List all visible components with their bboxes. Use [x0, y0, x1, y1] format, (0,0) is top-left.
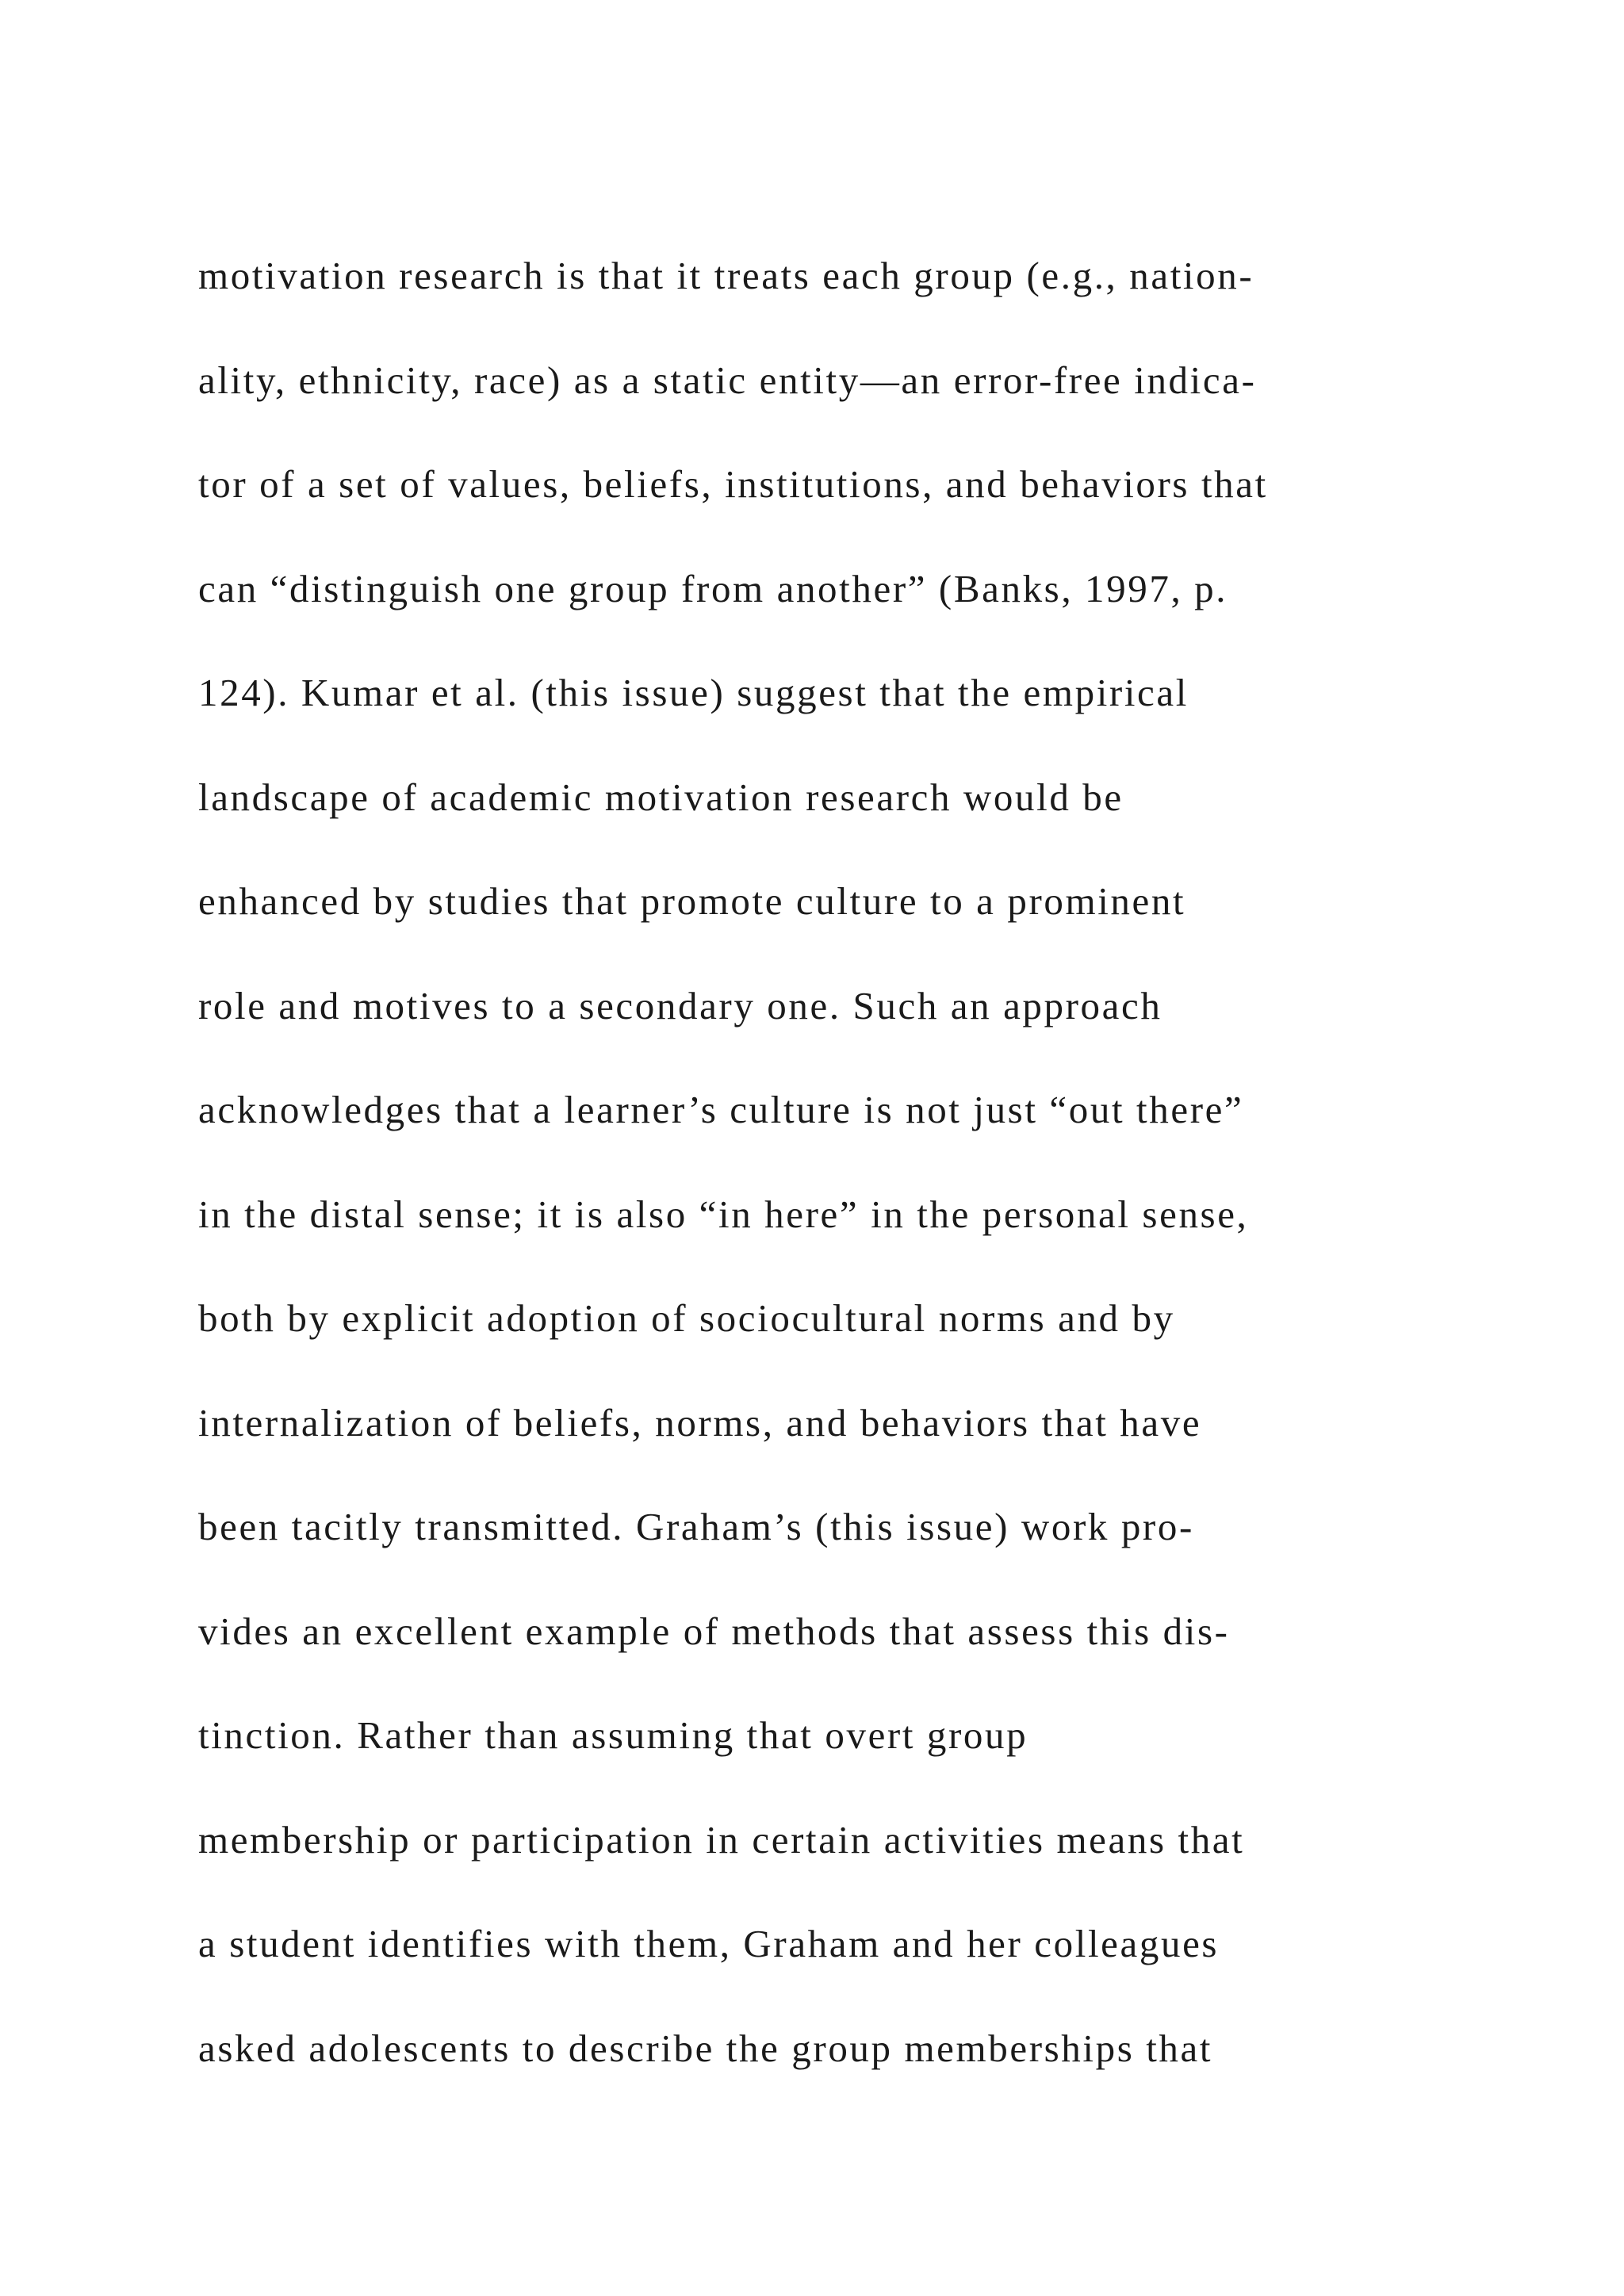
- text-line: in the distal sense; it is also “in here” in the personal sense,: [198, 1192, 1249, 1236]
- text-line: been tacitly transmitted. Graham’s (this issue) work pro-: [198, 1505, 1194, 1548]
- text-line: tor of a set of values, beliefs, institutions, and behaviors that: [198, 462, 1268, 506]
- text-line: enhanced by studies that promote culture to a prominent: [198, 879, 1186, 923]
- text-line: asked adolescents to describe the group memberships that: [198, 2026, 1213, 2070]
- text-line: membership or participation in certain activities means that: [198, 1817, 1245, 1862]
- text-line: landscape of academic motivation research would be: [198, 775, 1124, 819]
- body-paragraph: [198, 244, 1435, 2121]
- text-line: ality, ethnicity, race) as a static entity—an error-free indica-: [198, 358, 1257, 402]
- text-line: acknowledges that a learner’s culture is not just “out there”: [198, 1088, 1244, 1131]
- text-line: vides an excellent example of methods that assess this dis-: [198, 1609, 1230, 1653]
- text-line: a student identifies with them, Graham and her colleagues: [198, 1922, 1220, 1965]
- text-line: motivation research is that it treats each group (e.g., nation-: [198, 254, 1254, 297]
- text-line: tinction. Rather than assuming that overt group: [198, 1713, 1028, 1757]
- text-line: both by explicit adoption of sociocultural norms and by: [198, 1296, 1175, 1340]
- text-line: 124). Kumar et al. (this issue) suggest that the empirical: [198, 671, 1189, 714]
- text-line: role and motives to a secondary one. Such an approach: [198, 983, 1162, 1027]
- text-line: internalization of beliefs, norms, and behaviors that have: [198, 1400, 1202, 1445]
- text-line: can “distinguish one group from another” (Banks, 1997, p.: [198, 566, 1228, 610]
